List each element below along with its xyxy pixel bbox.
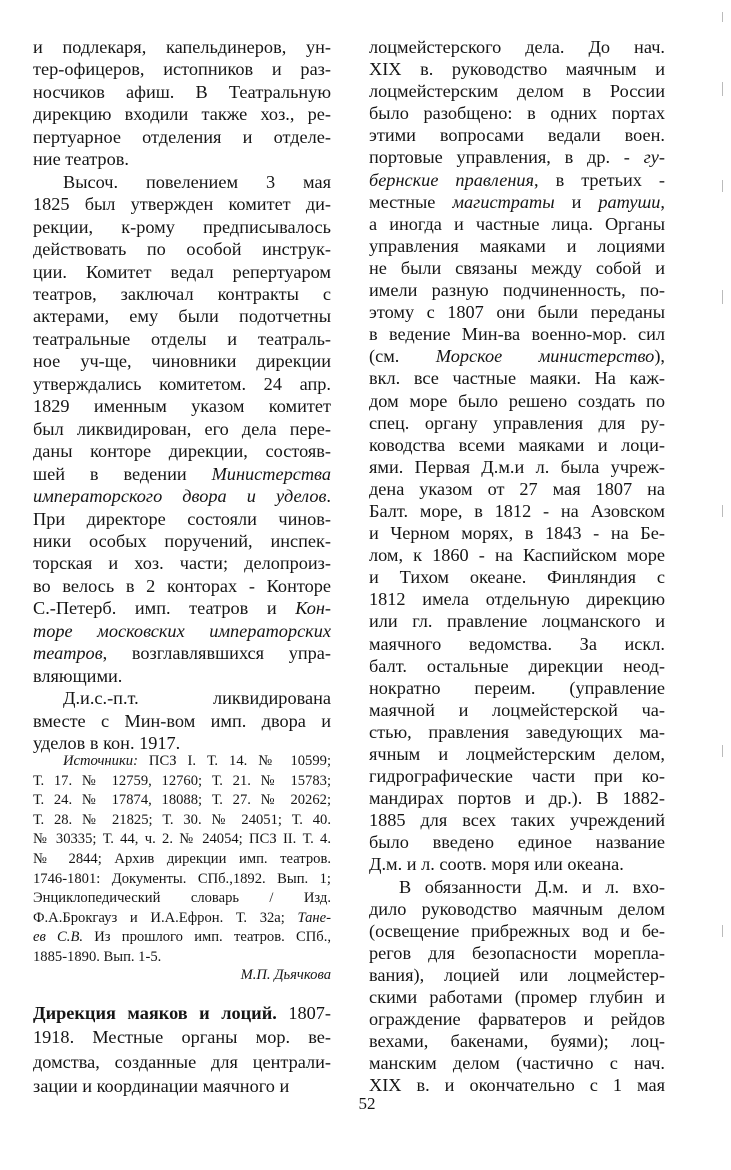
text-line bbox=[33, 328, 331, 350]
text-segment: пертуарное отделения и отделе- bbox=[33, 126, 331, 147]
text-line bbox=[33, 889, 331, 909]
text-segment: носчиков афиш. В Театральную bbox=[33, 81, 331, 102]
text-line bbox=[369, 765, 665, 787]
text-line bbox=[369, 434, 665, 456]
text-segment: вехами, бакенами, буями); лоц- bbox=[369, 1031, 665, 1052]
author-signature bbox=[33, 965, 331, 985]
text-line bbox=[369, 500, 665, 522]
text-line bbox=[369, 544, 665, 566]
text-segment: Т. 17. № 12759, 12760; Т. 21. № 15783; bbox=[33, 772, 331, 789]
text-segment: С.-Петерб. имп. театров и bbox=[33, 598, 296, 619]
italic-term: магистраты bbox=[452, 191, 555, 212]
text-line bbox=[369, 655, 665, 677]
text-segment: или гл. правление лоцманского и bbox=[369, 611, 665, 632]
text-line bbox=[369, 213, 665, 235]
text-segment: спец. органу управления для ру- bbox=[369, 412, 665, 433]
text-segment: и подлекаря, капельдинеров, ун- bbox=[33, 37, 331, 57]
text-segment: мандирах портов и др.). В 1882- bbox=[369, 788, 665, 809]
text-segment: скими работами (промер глубин и bbox=[369, 987, 665, 1008]
scan-mark bbox=[722, 505, 723, 517]
text-segment: театров, заключал контракты с bbox=[33, 283, 331, 304]
text-line bbox=[33, 485, 331, 507]
text-line bbox=[369, 102, 665, 124]
text-line bbox=[369, 345, 665, 367]
text-line bbox=[369, 986, 665, 1008]
italic-term: Источники: bbox=[63, 753, 138, 769]
text-line bbox=[33, 238, 331, 260]
text-line bbox=[33, 1050, 331, 1074]
text-line bbox=[33, 850, 331, 870]
text-line bbox=[33, 928, 331, 948]
text-line bbox=[33, 463, 331, 485]
text-line bbox=[33, 772, 331, 792]
text-segment: шей в ведении bbox=[33, 463, 212, 484]
scan-mark bbox=[722, 180, 723, 192]
text-segment: Т. 24. № 17874, 18088; Т. 27. № 20262; bbox=[33, 792, 331, 809]
text-segment: В обязанности Д.м. и л. вхо- bbox=[399, 876, 665, 897]
text-segment: даны конторе дирекции, состояв- bbox=[33, 441, 331, 462]
text-segment: вкл. все частные маяки. На каж- bbox=[369, 368, 665, 389]
text-line bbox=[369, 36, 665, 58]
text-line bbox=[369, 124, 665, 146]
text-line bbox=[369, 677, 665, 699]
text-segment: зации и координации маячного и bbox=[33, 1075, 290, 1096]
text-segment: Д.и.с.-п.т. ликвидирована bbox=[63, 688, 331, 709]
text-line bbox=[33, 81, 331, 103]
text-line bbox=[33, 710, 331, 732]
text-line bbox=[369, 146, 665, 168]
text-segment: манским делом (частично с нач. bbox=[369, 1053, 665, 1074]
italic-term: Тане- bbox=[297, 909, 331, 926]
text-segment: 1829 именным указом комитет bbox=[33, 396, 331, 417]
text-segment: . bbox=[326, 486, 331, 507]
text-segment: тер-офицеров, истопников и раз- bbox=[33, 59, 331, 80]
text-segment: утверждались комитетом. 24 апр. bbox=[33, 373, 331, 394]
text-segment: вместе с Мин-вом имп. двора и bbox=[33, 710, 331, 731]
text-segment: местные bbox=[369, 191, 453, 212]
text-line bbox=[33, 575, 331, 597]
text-line bbox=[33, 791, 331, 811]
text-line bbox=[369, 964, 665, 986]
text-segment: гидрографические части при ко- bbox=[369, 766, 665, 787]
text-segment: 1885 для всех таких учреждений bbox=[369, 810, 665, 831]
text-segment: Высоч. повелением 3 мая bbox=[63, 171, 331, 192]
text-line bbox=[33, 36, 331, 58]
text-line bbox=[33, 870, 331, 890]
right-column-text bbox=[369, 36, 665, 1097]
text-segment: 1825 был утвержден комитет ди- bbox=[33, 194, 331, 215]
text-segment: Из прошлого имп. театров. СПб., bbox=[83, 929, 331, 946]
text-segment: дена указом от 27 мая 1807 на bbox=[369, 478, 665, 499]
text-line bbox=[369, 323, 665, 345]
text-segment: торская и хоз. части; делопроиз- bbox=[33, 553, 331, 574]
text-segment: стью, правления заведующих ма- bbox=[369, 721, 665, 742]
text-line bbox=[33, 261, 331, 283]
text-line bbox=[33, 1074, 331, 1098]
text-segment: было введено единое название bbox=[369, 832, 665, 853]
text-line bbox=[33, 597, 331, 619]
text-line bbox=[369, 367, 665, 389]
text-segment: дило руководство маячным делом bbox=[369, 898, 665, 919]
text-line bbox=[33, 305, 331, 327]
text-segment: управления маяками и лоциями bbox=[369, 235, 665, 256]
text-segment: этому с 1807 они были переданы bbox=[369, 302, 665, 323]
text-line bbox=[369, 898, 665, 920]
text-segment: не были связаны между собой и bbox=[369, 257, 665, 278]
text-line bbox=[369, 412, 665, 434]
text-segment: ное уч-ще, чиновники дирекции bbox=[33, 351, 331, 372]
text-segment: (освещение прибрежных вод и бе- bbox=[369, 920, 665, 941]
text-segment: актерами, ему были подотчетны bbox=[33, 306, 331, 327]
text-line bbox=[33, 395, 331, 417]
text-line bbox=[33, 665, 331, 687]
text-segment: портовые управления, в др. - bbox=[369, 147, 644, 168]
text-line bbox=[33, 440, 331, 462]
text-segment: ПСЗ I. Т. 14. № 10599; bbox=[137, 753, 331, 769]
text-line bbox=[369, 853, 665, 875]
text-segment: ограждение фарватеров и рейдов bbox=[369, 1009, 665, 1030]
text-line bbox=[369, 1008, 665, 1030]
text-line bbox=[369, 169, 665, 191]
text-line bbox=[33, 508, 331, 530]
text-segment: , в третьих - bbox=[534, 169, 665, 190]
text-line bbox=[369, 478, 665, 500]
text-line bbox=[369, 390, 665, 412]
text-line bbox=[369, 721, 665, 743]
text-segment: ники особых поручений, инспек- bbox=[33, 530, 331, 551]
text-line bbox=[369, 1052, 665, 1074]
text-line bbox=[33, 216, 331, 238]
text-segment: 1746-1801: Документы. СПб.,1892. Вып. 1; bbox=[33, 870, 331, 887]
text-segment: домства, созданные для централи- bbox=[33, 1051, 331, 1072]
text-segment: ячным и лоцмейстерским делом, bbox=[369, 744, 665, 764]
text-segment: Т. 28. № 21825; Т. 30. № 24051; Т. 40. bbox=[33, 811, 331, 828]
text-line bbox=[33, 193, 331, 215]
text-segment: был ликвидирован, его дела пере- bbox=[33, 418, 331, 439]
text-segment: маячной и лоцмейстерской ча- bbox=[369, 699, 665, 720]
text-line bbox=[369, 1030, 665, 1052]
text-line bbox=[369, 257, 665, 279]
text-line bbox=[33, 752, 331, 772]
text-line bbox=[369, 566, 665, 588]
text-segment: а иногда и частные лица. Органы bbox=[369, 213, 665, 234]
text-line bbox=[33, 1025, 331, 1049]
sources-block bbox=[33, 752, 331, 968]
text-line bbox=[33, 126, 331, 148]
text-line bbox=[369, 787, 665, 809]
scan-mark bbox=[722, 12, 723, 22]
text-segment: лоцмейстерским делом в России bbox=[369, 81, 665, 102]
text-line bbox=[369, 1074, 665, 1096]
text-line bbox=[33, 58, 331, 80]
italic-term: императорского двора и уделов bbox=[33, 486, 327, 507]
text-segment: ями. Первая Д.м.и л. была учреж- bbox=[369, 456, 665, 477]
page-number: 52 bbox=[358, 1094, 376, 1113]
text-segment: рекции, к-рому предписывалось bbox=[33, 216, 331, 237]
italic-term: бернские правления bbox=[369, 169, 535, 190]
text-line bbox=[33, 283, 331, 305]
text-line bbox=[33, 530, 331, 552]
text-segment: № 30335; Т. 44, ч. 2. № 24054; ПСЗ II. Т. 4. bbox=[33, 831, 331, 848]
text-segment: При директоре состояли чинов- bbox=[33, 508, 331, 529]
text-segment: уделов в кон. 1917. bbox=[33, 733, 181, 754]
text-line bbox=[369, 809, 665, 831]
text-segment: (см. bbox=[369, 346, 436, 367]
text-line bbox=[369, 699, 665, 721]
text-segment: ции. Комитет ведал репертуаром bbox=[33, 261, 331, 282]
text-segment: 1885-1890. Вып. 1-5. bbox=[33, 948, 162, 965]
text-line bbox=[33, 909, 331, 929]
text-line bbox=[369, 876, 665, 898]
text-segment: Энциклопедический словарь / Изд. bbox=[33, 890, 331, 907]
text-segment: Балт. море, в 1812 - на Азовском bbox=[369, 500, 665, 521]
text-segment: вания), лоцией или лоцмейстер- bbox=[369, 964, 665, 985]
text-segment: лом, к 1860 - на Каспийском море bbox=[369, 545, 665, 566]
text-segment: ководства всеми маяками и лоци- bbox=[369, 434, 665, 455]
text-line bbox=[33, 148, 331, 170]
scan-mark bbox=[722, 290, 723, 304]
italic-term: Министерства bbox=[211, 463, 331, 484]
text-segment: нократно переим. (управление bbox=[369, 677, 665, 698]
text-line bbox=[33, 373, 331, 395]
text-line bbox=[33, 642, 331, 664]
text-line bbox=[33, 687, 331, 709]
signature-text: М.П. Дьячкова bbox=[240, 967, 331, 983]
text-segment: этими вопросами ведали воен. bbox=[369, 125, 665, 146]
text-line bbox=[369, 831, 665, 853]
text-segment: XIX в. и окончательно с 1 мая bbox=[369, 1075, 665, 1096]
italic-term: торе московских императорских bbox=[33, 620, 331, 641]
text-line bbox=[369, 58, 665, 80]
text-segment: в ведение Мин-ва военно-мор. сил bbox=[369, 324, 665, 345]
text-line bbox=[369, 279, 665, 301]
text-segment: и bbox=[554, 191, 599, 212]
text-line bbox=[33, 350, 331, 372]
text-line bbox=[33, 103, 331, 125]
scan-mark bbox=[722, 925, 723, 937]
text-segment: имели разную подчиненность, по- bbox=[369, 280, 665, 301]
italic-term: ев С.В. bbox=[33, 929, 84, 946]
text-line bbox=[369, 191, 665, 213]
text-line bbox=[369, 235, 665, 257]
text-line bbox=[369, 633, 665, 655]
text-line bbox=[33, 1001, 331, 1025]
text-segment: Д.м. и л. соотв. моря или океана. bbox=[369, 854, 624, 875]
italic-term: Морское министерство bbox=[435, 346, 655, 367]
text-line bbox=[369, 942, 665, 964]
left-column-text bbox=[33, 36, 331, 755]
text-segment: дирекцию входили также хоз., ре- bbox=[33, 104, 331, 125]
italic-term: ратуши bbox=[598, 191, 661, 212]
bold-term: Дирекция маяков и лоций. bbox=[33, 1003, 277, 1023]
text-segment: действовать по особой инструк- bbox=[33, 239, 331, 260]
text-segment: театральные отделы и театраль- bbox=[33, 328, 331, 349]
scan-mark bbox=[722, 82, 723, 96]
text-segment: ), bbox=[654, 346, 665, 367]
text-line bbox=[33, 418, 331, 440]
text-segment: 1918. Местные органы мор. ве- bbox=[33, 1027, 331, 1048]
text-segment: и Черном морях, в 1843 - на Бе- bbox=[369, 523, 665, 544]
scan-mark bbox=[722, 745, 723, 757]
text-segment: , bbox=[660, 191, 665, 212]
text-segment: ние театров. bbox=[33, 149, 129, 170]
text-line bbox=[369, 920, 665, 942]
text-segment: 1812 имела отдельную дирекцию bbox=[369, 589, 665, 610]
text-line bbox=[369, 743, 665, 765]
italic-term: гу- bbox=[643, 147, 665, 168]
text-segment: маячного ведомства. За искл. bbox=[369, 633, 665, 654]
entry-directorate-lighthouses bbox=[33, 1001, 331, 1098]
text-segment: и Тихом океане. Финляндия с bbox=[369, 567, 665, 588]
text-segment: было разобщено: в одних портах bbox=[369, 103, 665, 124]
text-segment: вляющими. bbox=[33, 665, 123, 686]
text-line bbox=[33, 171, 331, 193]
text-segment: , возглавлявшихся упра- bbox=[102, 643, 331, 664]
italic-term: Кон- bbox=[295, 598, 331, 619]
text-segment: балт. остальные дирекции неод- bbox=[369, 655, 665, 676]
text-line bbox=[369, 610, 665, 632]
text-segment: XIX в. руководство маячным и bbox=[369, 59, 665, 80]
text-segment: № 2844; Архив дирекции имп. театров. bbox=[33, 850, 331, 867]
text-line bbox=[369, 456, 665, 478]
text-line bbox=[369, 80, 665, 102]
text-line bbox=[369, 522, 665, 544]
text-line bbox=[369, 588, 665, 610]
italic-term: театров bbox=[33, 643, 103, 664]
text-segment: 1807- bbox=[276, 1003, 331, 1023]
text-segment: Ф.А.Брокгауз и И.А.Ефрон. Т. 32а; bbox=[33, 909, 298, 926]
text-line bbox=[33, 811, 331, 831]
text-line bbox=[33, 830, 331, 850]
text-line bbox=[33, 552, 331, 574]
text-line bbox=[33, 620, 331, 642]
text-segment: дом море было решено создать по bbox=[369, 390, 665, 411]
text-line bbox=[369, 301, 665, 323]
text-segment: во велось в 2 конторах - Конторе bbox=[33, 575, 331, 596]
text-segment: лоцмейстерского дела. До нач. bbox=[369, 37, 665, 57]
text-segment: регов для безопасности морепла- bbox=[369, 942, 665, 963]
